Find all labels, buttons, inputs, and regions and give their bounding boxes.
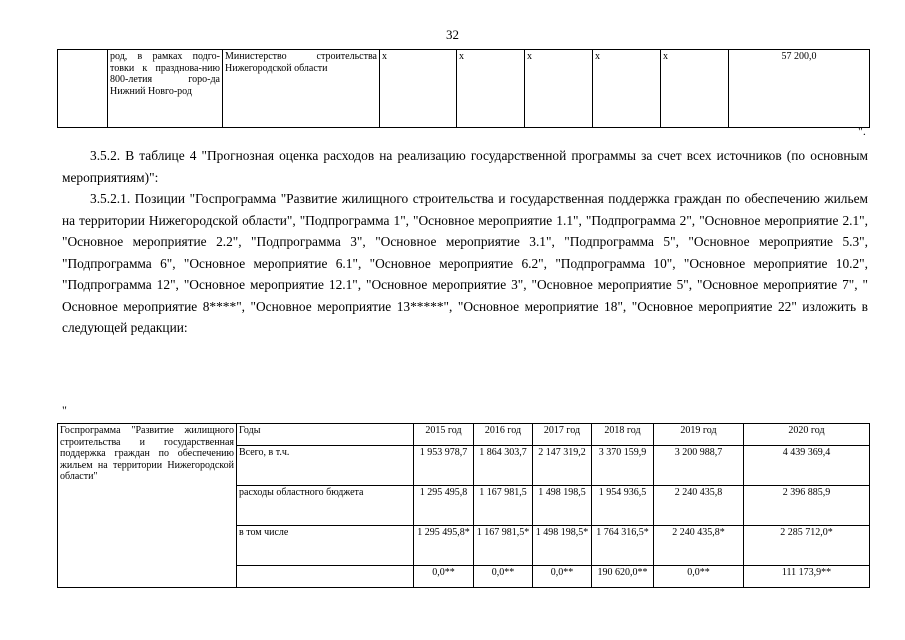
row-label-cell: Всего, в т.ч.: [237, 446, 414, 486]
top-x-cell: x: [525, 50, 593, 128]
year-header-cell: 2019 год: [654, 424, 744, 446]
top-table: [57, 49, 870, 128]
value-cell: 2 396 885,9: [744, 486, 870, 526]
paragraph-3-5-2-1: 3.5.2.1. Позиции "Госпрограмма "Развитие жилищного строительства и государственная поддержка граждан по обеспечению жильем на территории Нижегородской области", "Подпрограмма 1", "Основное мероприятие 1.1", "Подпрограмма 2", "Основное мероприятие 2.1", "Основное мероприятие 2.2", "Подпрограмма 3", "Основное мероприятие 3.1", "Подпрограмма 5", "Основное мероприятие 5.3", "Подпрограмма 6", "Основное мероприятие 6.1", "Основное мероприятие 6.2", "Подпрограмма 10", "Основное мероприятие 10.2", "Подпрограмма 12", "Основное мероприятие 12.1", "Основное мероприятие 3", "Основное мероприятие 5", "Основное мероприятие 7", " Основное мероприятие 8****", "Основное мероприятие 13*****", "Основное мероприятие 18", "Основное мероприятие 22" изложить в следующей редакции:: [62, 191, 868, 335]
value-cell: 1 864 303,7: [474, 446, 533, 486]
value-cell: 1 167 981,5*: [474, 526, 533, 566]
value-cell: 1 498 198,5: [533, 486, 592, 526]
opening-quote: ": [62, 403, 67, 417]
value-cell: 1 295 495,8: [414, 486, 474, 526]
value-cell: 4 439 369,4: [744, 446, 870, 486]
top-x-cell: x: [661, 50, 729, 128]
value-cell: 0,0**: [474, 566, 533, 588]
body-text: [62, 145, 868, 339]
top-amount-cell: 57 200,0: [729, 50, 870, 128]
value-cell: 1 953 978,7: [414, 446, 474, 486]
year-header-cell: 2016 год: [474, 424, 533, 446]
row-label-cell: в том числе: [237, 526, 414, 566]
page-number: 32: [446, 27, 459, 42]
value-cell: 0,0**: [414, 566, 474, 588]
row-label-cell: расходы областного бюджета: [237, 486, 414, 526]
year-header-cell: 2018 год: [592, 424, 654, 446]
value-cell: 2 240 435,8*: [654, 526, 744, 566]
value-cell: 0,0**: [533, 566, 592, 588]
value-cell: 1 954 936,5: [592, 486, 654, 526]
top-x-cell: x: [593, 50, 661, 128]
top-description-cell: род, в рамках подго-товки к празднова-нию 800-летия горо-да Нижний Новго-род: [108, 50, 223, 128]
year-header-cell: 2017 год: [533, 424, 592, 446]
value-cell: 2 147 319,2: [533, 446, 592, 486]
top-x-cell: x: [380, 50, 457, 128]
program-name-cell: Госпрограмма "Развитие жилищного строительства и государственная поддержка граждан по обеспечению жильем на территории Нижегородской области": [58, 424, 237, 588]
year-header-cell: 2020 год: [744, 424, 870, 446]
closing-quote: ".: [858, 124, 866, 138]
value-cell: 2 285 712,0*: [744, 526, 870, 566]
paragraph-3-5-2: 3.5.2. В таблице 4 "Прогнозная оценка расходов на реализацию государственной программы за счет всех источников (по основным мероприятиям)":: [62, 148, 868, 185]
value-cell: 111 173,9**: [744, 566, 870, 588]
row-label-cell: [237, 566, 414, 588]
value-cell: 0,0**: [654, 566, 744, 588]
value-cell: 1 498 198,5*: [533, 526, 592, 566]
value-cell: 190 620,0**: [592, 566, 654, 588]
value-cell: 1 295 495,8*: [414, 526, 474, 566]
top-empty-cell: [58, 50, 108, 128]
forecast-table: [57, 423, 870, 588]
value-cell: 3 200 988,7: [654, 446, 744, 486]
value-cell: 1 764 316,5*: [592, 526, 654, 566]
value-cell: 2 240 435,8: [654, 486, 744, 526]
year-header-cell: 2015 год: [414, 424, 474, 446]
value-cell: 3 370 159,9: [592, 446, 654, 486]
top-x-cell: x: [457, 50, 525, 128]
top-ministry-cell: Министерство строительства Нижегородской области: [223, 50, 380, 128]
value-cell: 1 167 981,5: [474, 486, 533, 526]
years-header-cell: Годы: [237, 424, 414, 446]
